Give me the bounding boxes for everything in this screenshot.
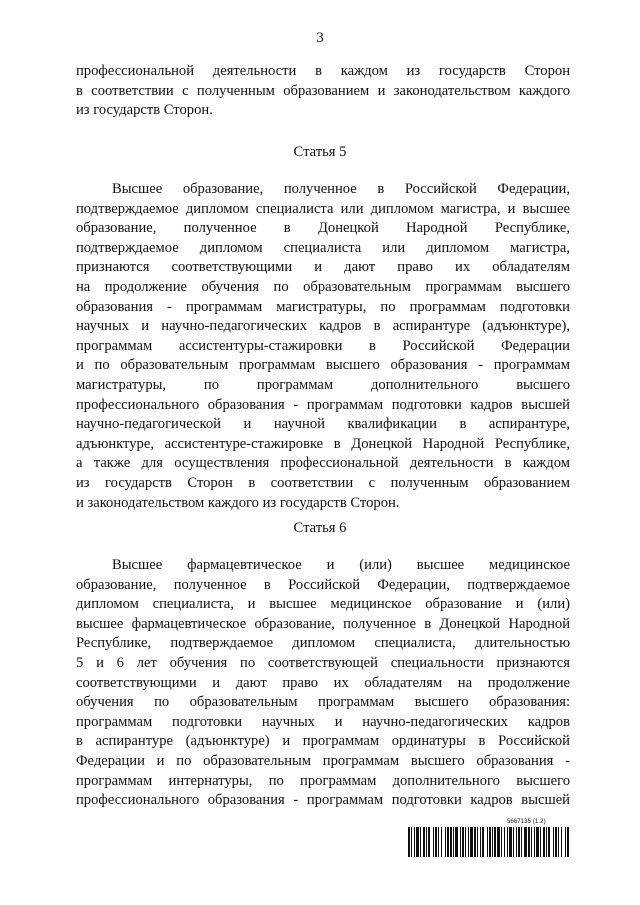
article-5-heading: Статья 5 bbox=[293, 144, 347, 160]
text-line: магистратуры, по программам дополнительного высшего bbox=[76, 376, 570, 393]
text-line: Федерации и по образовательным программам высшего образования - bbox=[76, 752, 570, 769]
text-line: научно-педагогической и научной квалификации в аспирантуре, bbox=[76, 416, 570, 433]
text-line: адъюнктуре, ассистентуре-стажировке в Донецкой Народной Республике, bbox=[76, 435, 570, 452]
article-6-heading: Статья 6 bbox=[293, 520, 347, 536]
intro-paragraph bbox=[76, 62, 570, 121]
page-number: 3 bbox=[316, 30, 324, 46]
text-line: соответствующими и дают право их обладателям на продолжение bbox=[76, 674, 570, 691]
text-line: профессионального образования - программам подготовки кадров высшей bbox=[76, 792, 570, 809]
text-line: профессионального образования - программам подготовки кадров высшей bbox=[76, 396, 570, 413]
text-line: в соответствии с полученным образованием и законодательством каждого bbox=[76, 82, 570, 99]
text-line: Республике, подтверждаемое дипломом специалиста, длительностью bbox=[76, 635, 570, 652]
text-line: Высшее фармацевтическое и (или) высшее медицинское bbox=[112, 557, 570, 573]
text-line: из государств Сторон. bbox=[76, 102, 213, 119]
text-line: образования - программам магистратуры, по программам подготовки bbox=[76, 298, 570, 315]
barcode-image bbox=[408, 827, 570, 857]
text-line: образование, полученное в Российской Федерации, подтверждаемое bbox=[76, 576, 570, 593]
text-line: признаются соответствующими и дают право их обладателям bbox=[76, 259, 570, 276]
article-5-paragraph bbox=[76, 180, 570, 513]
barcode-number: 5667135 (1.2) bbox=[507, 819, 546, 825]
text-line: в аспирантуре (адъюнктуре) и программам ординатуры в Российской bbox=[76, 733, 570, 750]
text-line: а также для осуществления профессиональной деятельности в каждом bbox=[76, 455, 570, 472]
text-line: обучения по образовательным программам высшего образования: bbox=[76, 694, 570, 711]
text-line: программам интернатуры, по программам дополнительного высшего bbox=[76, 772, 570, 789]
text-line: и по образовательным программам высшего образования - программам bbox=[76, 357, 570, 374]
article-6-paragraph bbox=[76, 556, 570, 811]
text-line: Высшее образование, полученное в Российской Федерации, bbox=[112, 181, 570, 197]
text-line: программам подготовки научных и научно-педагогических кадров bbox=[76, 713, 570, 730]
text-line: программам ассистентуры-стажировки в Российской Федерации bbox=[76, 337, 570, 354]
text-line: на продолжение обучения по образовательным программам высшего bbox=[76, 278, 570, 295]
text-line: образование, полученное в Донецкой Народной Республике, bbox=[76, 220, 570, 237]
text-line: подтверждаемое дипломом специалиста или дипломом магистра, bbox=[76, 239, 570, 256]
text-line: высшее фармацевтическое образование, полученное в Донецкой Народной bbox=[76, 615, 570, 632]
text-line: дипломом специалиста, и высшее медицинское образование и (или) bbox=[76, 596, 570, 613]
text-line: профессиональной деятельности в каждом из государств Сторон bbox=[76, 63, 570, 79]
text-line: подтверждаемое дипломом специалиста или дипломом магистра, и высшее bbox=[76, 200, 570, 217]
text-line: 5 и 6 лет обучения по соответствующей специальности признаются bbox=[76, 654, 570, 671]
text-line: из государств Сторон в соответствии с полученным образованием bbox=[76, 474, 570, 491]
text-line: и законодательством каждого из государств Сторон. bbox=[76, 494, 400, 511]
text-line: научных и научно-педагогических кадров в аспирантуре (адъюнктуре), bbox=[76, 318, 570, 335]
